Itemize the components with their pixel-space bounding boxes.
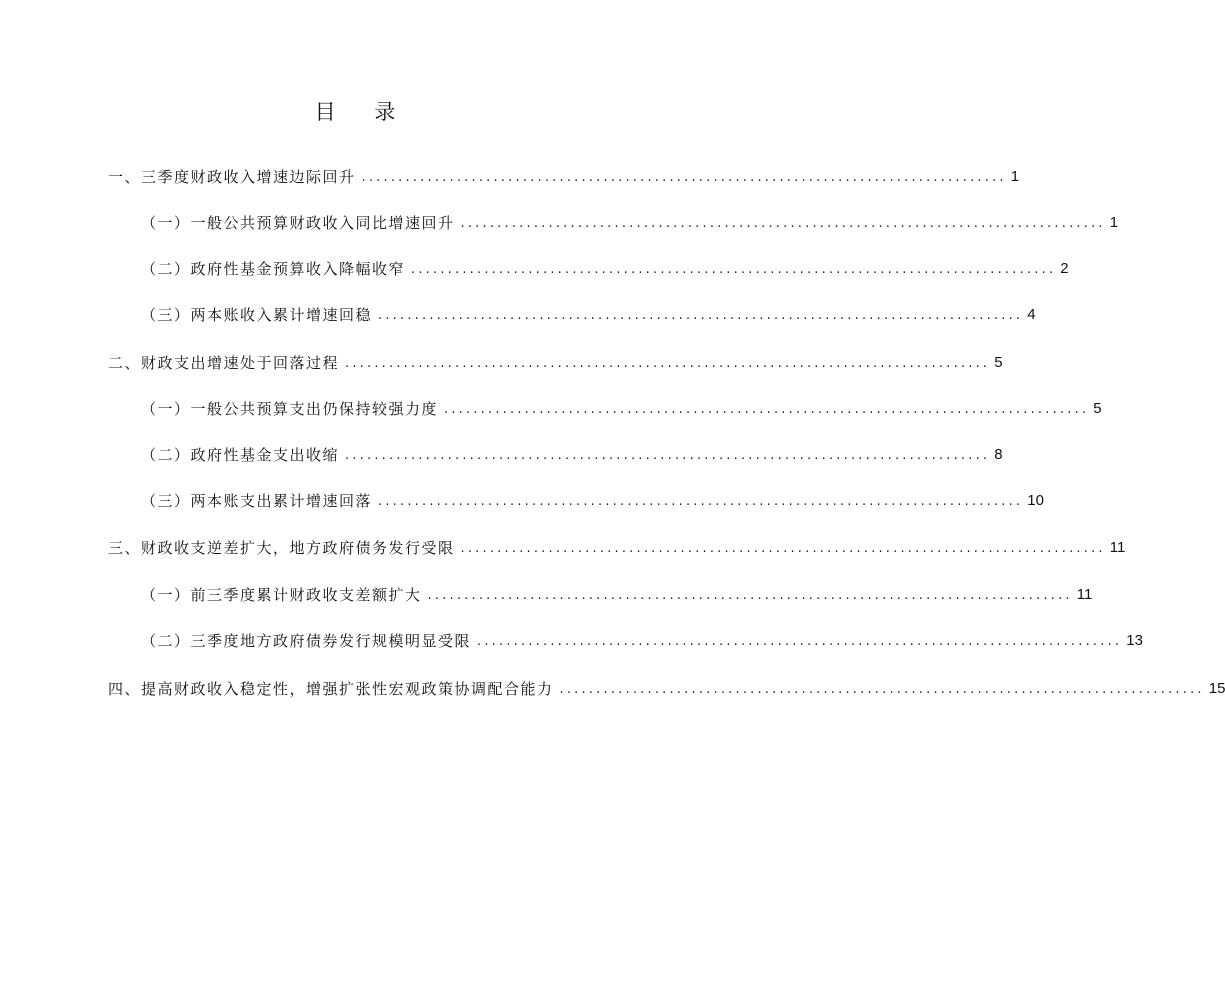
toc-entry-text: （三）两本账支出累计增速回落 (141, 492, 373, 510)
toc-entry[interactable] (108, 166, 1020, 188)
toc-entry[interactable] (141, 304, 1036, 326)
toc-entry-text: （一）前三季度累计财政收支差额扩大 (141, 586, 422, 604)
toc-entry[interactable] (108, 537, 1126, 559)
toc-entry[interactable] (141, 258, 1069, 280)
toc-entry[interactable] (141, 398, 1102, 420)
toc-dot-leader: ........................................................................................ (411, 262, 1057, 277)
toc-entry-text: （三）两本账收入累计增速回稳 (141, 306, 373, 324)
toc-page-number: 11 (1076, 586, 1093, 603)
toc-entry[interactable] (141, 490, 1044, 512)
toc-dot-leader: ........................................................................................ (345, 356, 991, 371)
toc-entry-text: 四、提高财政收入稳定性，增强扩张性宏观政策协调配合能力 (108, 680, 554, 698)
toc-dot-leader: ........................................................................................ (460, 216, 1106, 231)
toc-page-number: 5 (1093, 400, 1102, 417)
toc-title: 目 录 (314, 100, 412, 124)
toc-page-number: 8 (994, 446, 1003, 463)
toc-entry[interactable] (141, 212, 1119, 234)
toc-entry-text: 一、三季度财政收入增速边际回升 (108, 168, 356, 186)
toc-dot-leader: ........................................................................................ (378, 308, 1024, 323)
toc-entry-text: 三、财政收支逆差扩大，地方政府债务发行受限 (108, 539, 455, 557)
toc-page-number: 11 (1109, 539, 1126, 556)
toc-entry[interactable] (108, 678, 1225, 700)
toc-entry-text: （一）一般公共预算支出仍保持较强力度 (141, 400, 439, 418)
toc-dot-leader: ........................................................................................ (427, 588, 1073, 603)
toc-dot-leader: ........................................................................................ (378, 494, 1024, 509)
toc-dot-leader: ........................................................................................ (345, 448, 991, 463)
toc-page-number: 4 (1027, 306, 1036, 323)
toc-page-number: 5 (994, 354, 1003, 371)
toc-entry[interactable] (108, 352, 1003, 374)
toc-page-number: 10 (1027, 492, 1044, 509)
toc-entry[interactable] (141, 444, 1003, 466)
toc-page-number: 15 (1208, 680, 1225, 697)
toc-page-number: 1 (1010, 168, 1020, 185)
toc-page-number: 1 (1109, 214, 1119, 231)
toc-dot-leader: ........................................................................................ (361, 170, 1007, 185)
toc-dot-leader: ........................................................................................ (559, 682, 1205, 697)
toc-entry-text: （一）一般公共预算财政收入同比增速回升 (141, 214, 455, 232)
toc-dot-leader: ........................................................................................ (477, 634, 1123, 649)
toc-entry-text: （二）三季度地方政府债券发行规模明显受限 (141, 632, 472, 650)
toc-entry-text: （二）政府性基金预算收入降幅收窄 (141, 260, 406, 278)
toc-dot-leader: ........................................................................................ (460, 541, 1106, 556)
toc-page-number: 2 (1060, 260, 1069, 277)
toc-dot-leader: ........................................................................................ (444, 402, 1090, 417)
toc-entry-text: 二、财政支出增速处于回落过程 (108, 354, 340, 372)
toc-entry[interactable] (141, 584, 1093, 606)
toc-entry[interactable] (141, 630, 1143, 652)
toc-page-number: 13 (1126, 632, 1143, 649)
toc-entry-text: （二）政府性基金支出收缩 (141, 446, 340, 464)
